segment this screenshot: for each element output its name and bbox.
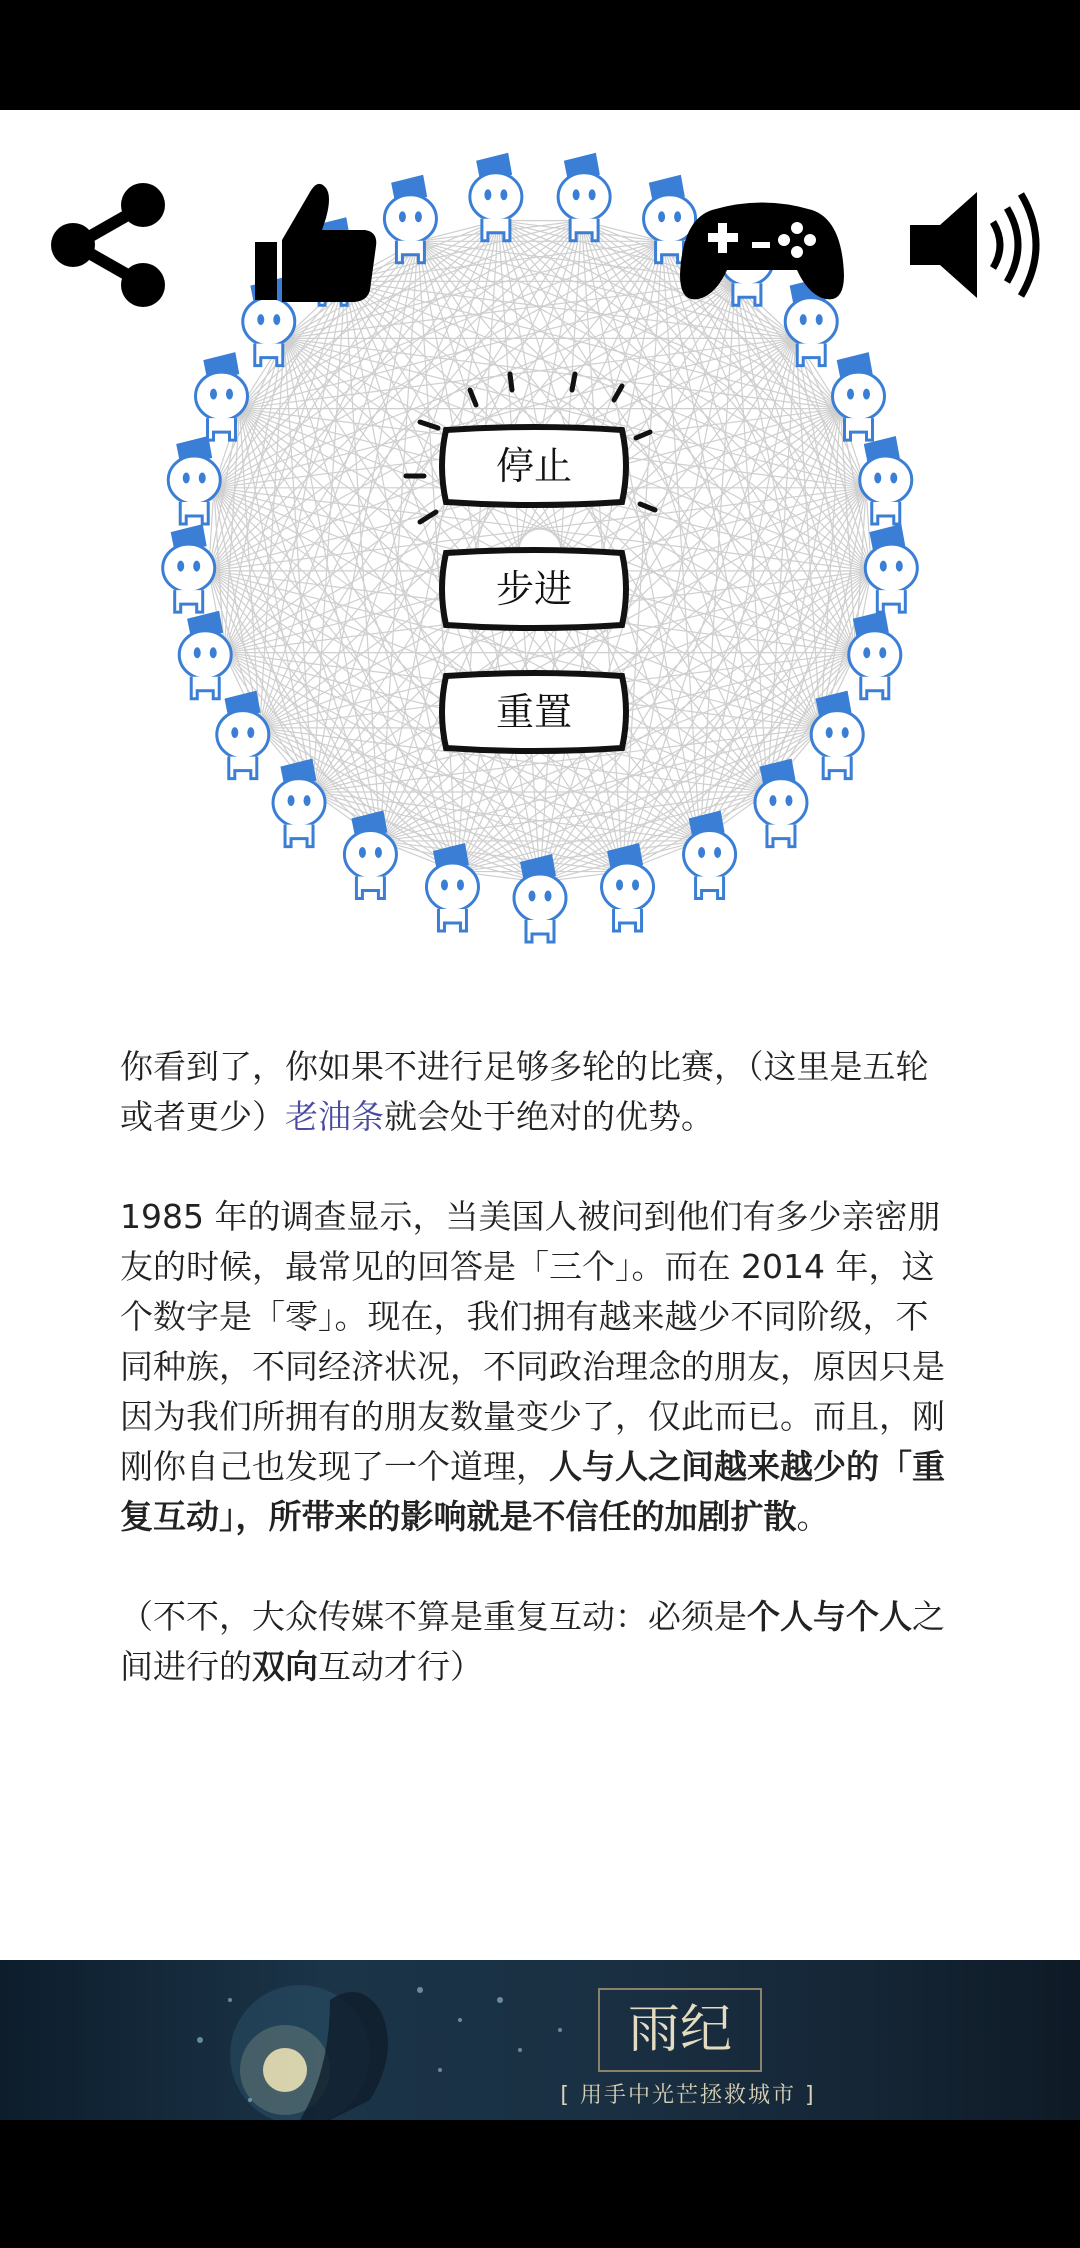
- agent: [163, 524, 215, 612]
- banner-title: 雨纪: [598, 1988, 762, 2072]
- p2-text-c: 。: [796, 1497, 830, 1536]
- stop-button-label: 停止: [495, 444, 572, 488]
- agent: [602, 843, 654, 931]
- paragraph-2: [120, 1192, 955, 1542]
- p2-bold-text: 人与人之间越来越少的「重复互动」，所带来的影响就是不信任的加剧扩散: [120, 1447, 945, 1536]
- thumbs-up-icon: [240, 170, 390, 320]
- reset-button[interactable]: [434, 666, 634, 758]
- p1-text-b: 就会处于绝对的优势。: [384, 1097, 714, 1136]
- share-icon: [35, 170, 185, 320]
- agent: [179, 611, 231, 699]
- agent: [849, 611, 901, 699]
- agent: [273, 759, 325, 847]
- p3-text-a: （不不，大众传媒不算是重复互动：必须是: [120, 1597, 747, 1636]
- step-button-label: 步进: [495, 567, 572, 611]
- speaker-icon: [905, 170, 1055, 320]
- paragraph-3: [120, 1592, 955, 1692]
- page: [0, 110, 1080, 1960]
- agent: [558, 153, 610, 241]
- share-button[interactable]: [35, 170, 185, 320]
- p2-text-a: 1985 年的调查显示，当美国人被问到他们有多少亲密朋友的时候，最常见的回答是「三个」。而在 2014 年，这个数字是「零」。现在，我们拥有越来越少不同阶级，不同种族，不同经济状况，不同政治理念的朋友，原因只是因为我们所拥有的朋友数量变少了，仅此而已。而且，刚刚你自己也发现了一个道理，: [120, 1197, 945, 1486]
- article: [120, 1042, 955, 1742]
- sound-button[interactable]: [905, 170, 1055, 320]
- p3-text-c: 互动才行）: [318, 1647, 483, 1686]
- agent: [196, 352, 248, 440]
- agent: [755, 759, 807, 847]
- p3-bold-1: 个人与个人: [747, 1597, 912, 1636]
- stop-highlight-rays: [400, 360, 670, 570]
- step-button[interactable]: [434, 543, 634, 635]
- paragraph-1: [120, 1042, 955, 1142]
- p1-text-a: 你看到了，你如果不进行足够多轮的比赛，（这里是五轮或者更少）: [120, 1047, 929, 1136]
- p3-bold-2: 双向: [252, 1647, 318, 1686]
- agent: [684, 810, 736, 898]
- agent: [865, 524, 917, 612]
- p3-text-b: 之间进行的: [120, 1597, 945, 1686]
- gamepad-icon: [672, 170, 852, 320]
- game-button[interactable]: [672, 170, 822, 320]
- agent: [832, 352, 884, 440]
- agent: [514, 854, 566, 942]
- banner-subtitle: [ 用手中光芒拯救城市 ]: [560, 2083, 816, 2108]
- like-button[interactable]: [240, 170, 390, 320]
- grudger-link[interactable]: 老油条: [285, 1097, 384, 1136]
- agent: [811, 691, 863, 779]
- reset-button-label: 重置: [495, 690, 572, 734]
- banner-artwork: [0, 1960, 1080, 2120]
- ad-banner[interactable]: [0, 1960, 1080, 2120]
- agent: [470, 153, 522, 241]
